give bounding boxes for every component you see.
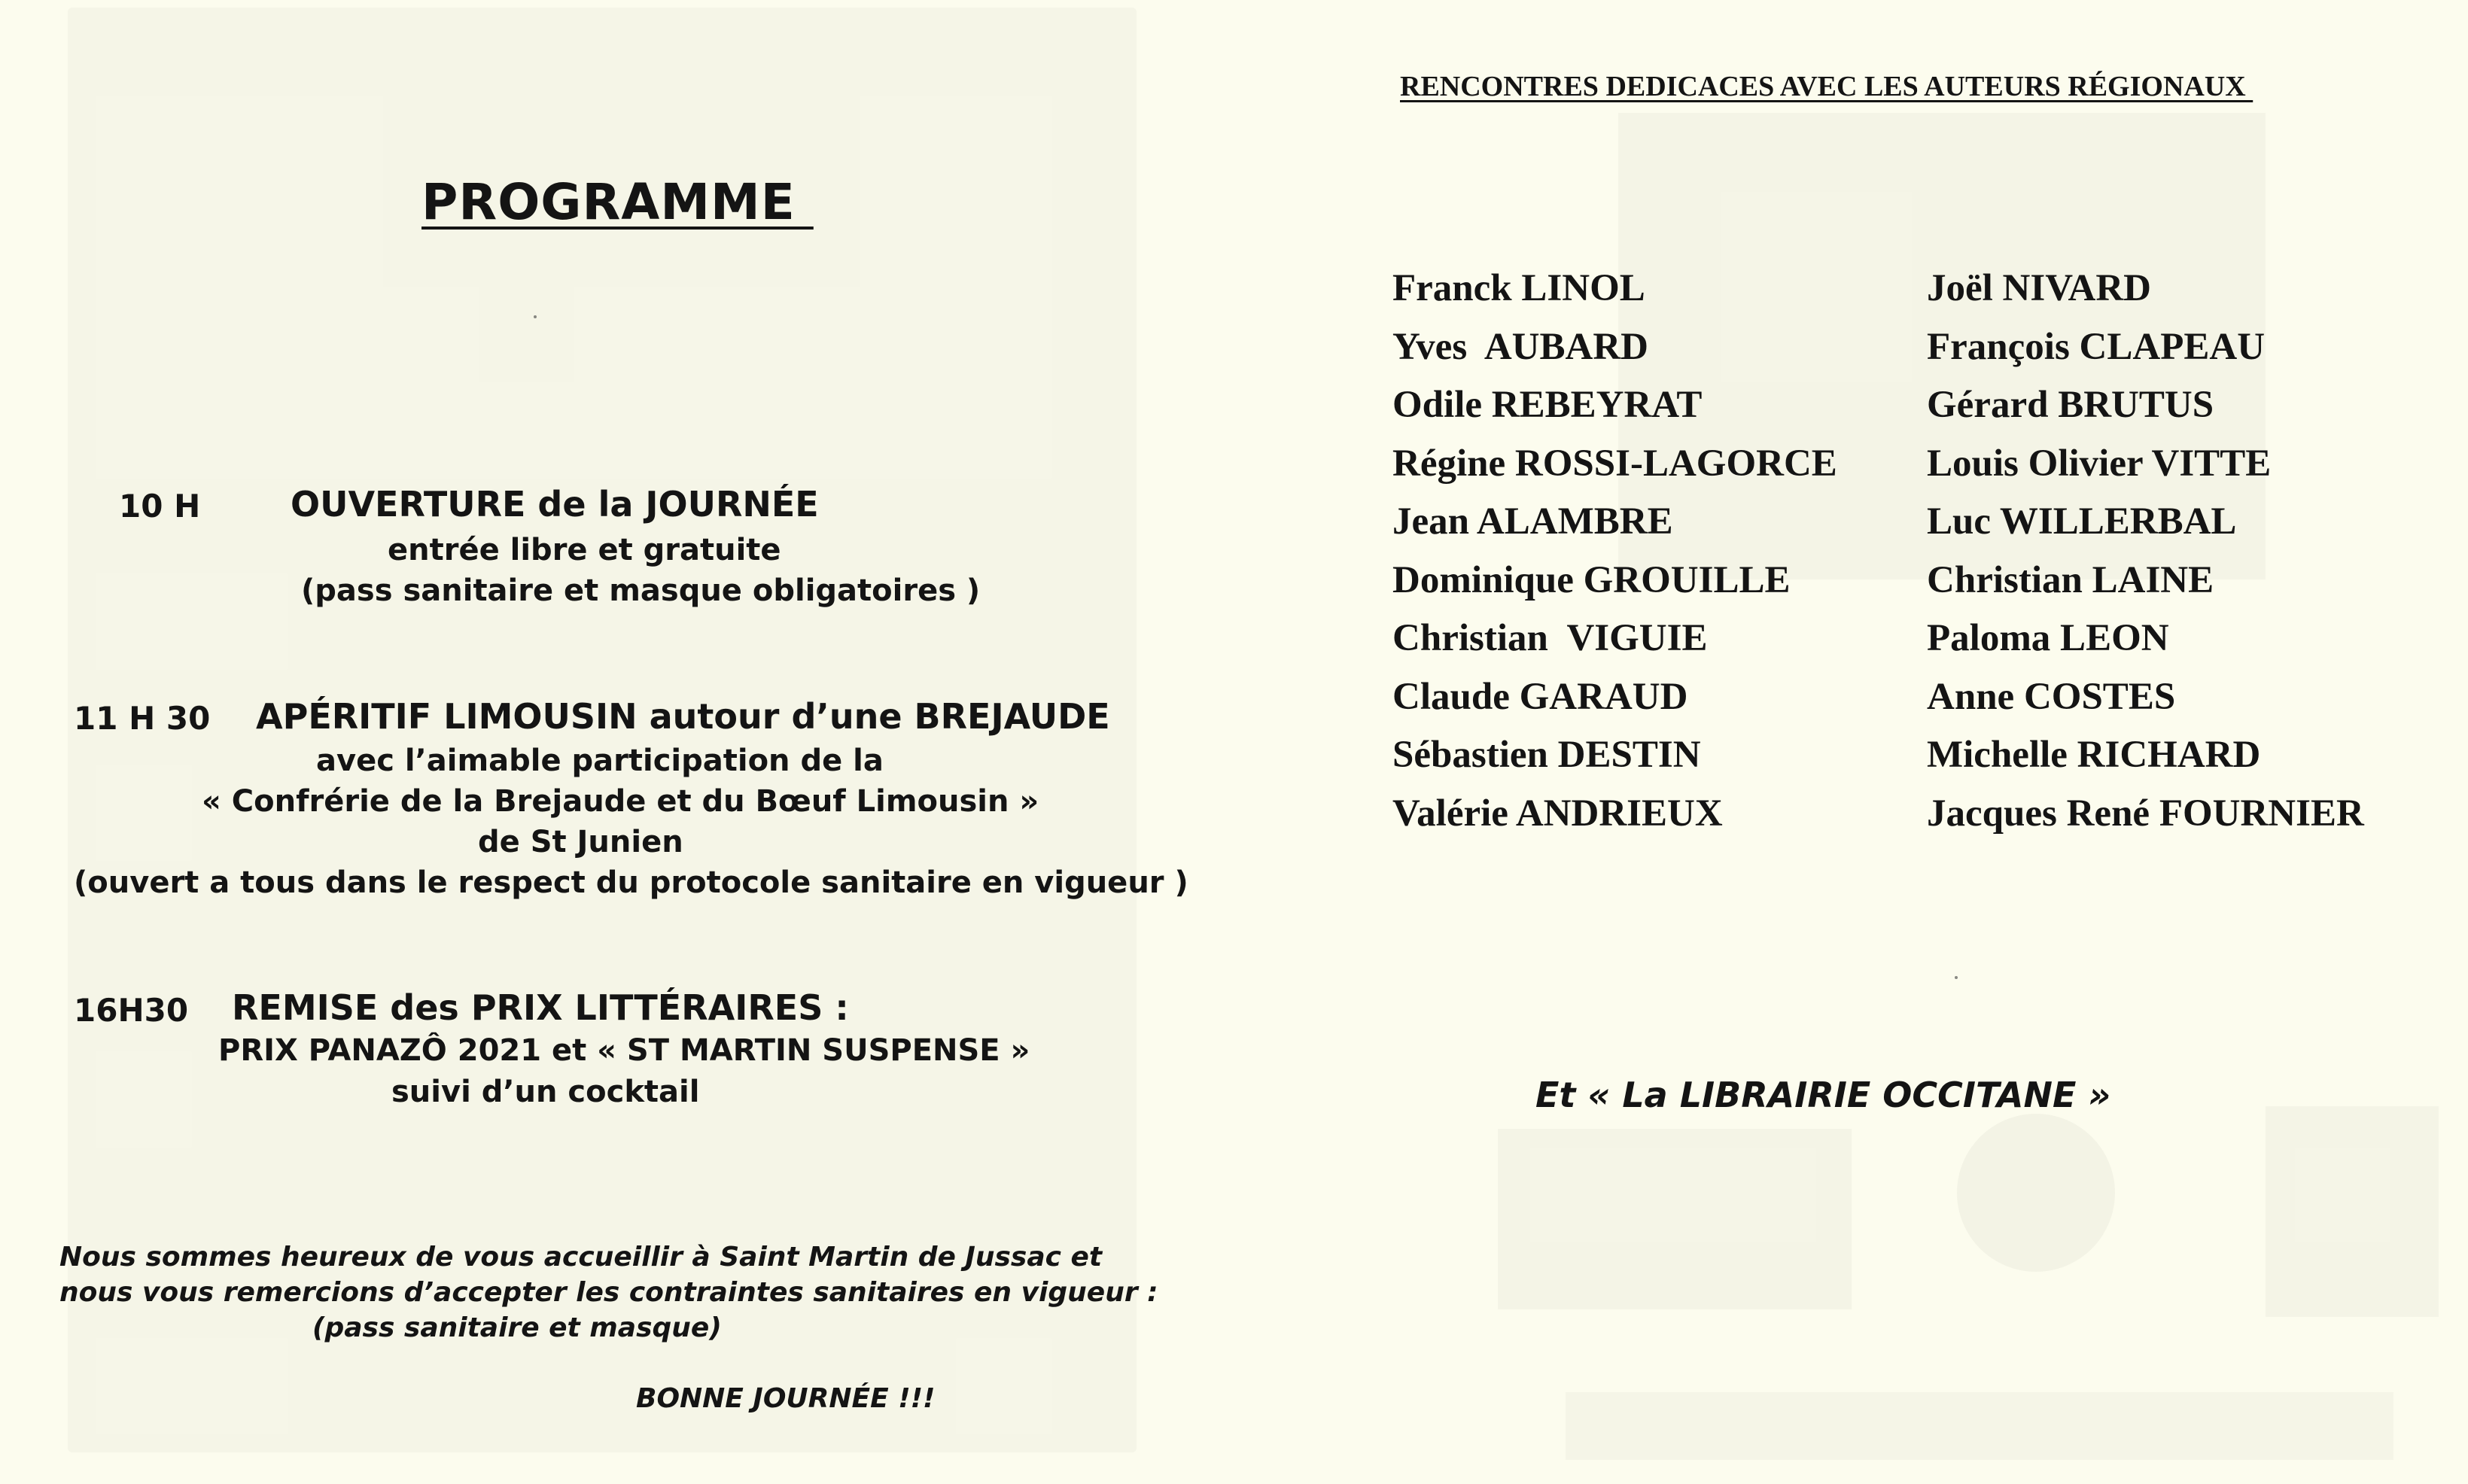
event-title: OUVERTURE de la JOURNÉE xyxy=(291,484,819,525)
event-detail: avec l’aimable participation de la xyxy=(316,744,884,778)
author-name: Valérie ANDRIEUX xyxy=(1392,792,1723,835)
authors-heading: RENCONTRES DEDICACES AVEC LES AUTEURS RÉGIONAUX xyxy=(1400,71,2253,102)
paper-speck xyxy=(534,315,537,318)
closing-line: (pass sanitaire et masque) xyxy=(312,1312,722,1343)
show-through-shade-logo-right xyxy=(2266,1106,2439,1317)
author-name: Christian VIGUIE xyxy=(1392,617,1708,659)
event-detail: de St Junien xyxy=(478,825,683,859)
event-detail: « Confrérie de la Brejaude et du Bœuf Limousin » xyxy=(202,784,1039,819)
author-name: Luc WILLERBAL xyxy=(1927,500,2237,543)
author-name: Dominique GROUILLE xyxy=(1392,558,1791,601)
event-time: 10 H xyxy=(119,488,201,525)
authors-list-right xyxy=(1927,260,2364,843)
author-name: Sébastien DESTIN xyxy=(1392,734,1701,776)
author-name: Christian LAINE xyxy=(1927,558,2214,601)
author-name: Michelle RICHARD xyxy=(1927,734,2261,776)
event-title: REMISE des PRIX LITTÉRAIRES : xyxy=(232,987,849,1028)
show-through-shade-band xyxy=(1566,1392,2393,1460)
author-name: Claude GARAUD xyxy=(1392,675,1688,718)
closing-line: Nous sommes heureux de vous accueillir à Saint Martin de Jussac et xyxy=(59,1242,1103,1273)
show-through-shade-logo xyxy=(1498,1129,1852,1309)
author-name: Gérard BRUTUS xyxy=(1927,384,2214,426)
signoff: BONNE JOURNÉE !!! xyxy=(636,1383,936,1414)
author-name: Régine ROSSI-LAGORCE xyxy=(1392,442,1837,485)
author-name: Franck LINOL xyxy=(1392,267,1645,309)
event-time: 11 H 30 xyxy=(74,700,211,737)
show-through-shade-circle xyxy=(1957,1114,2115,1272)
author-name: Joël NIVARD xyxy=(1927,267,2151,309)
author-name: Anne COSTES xyxy=(1927,675,2176,718)
event-title: APÉRITIF LIMOUSIN autour d’une BREJAUDE xyxy=(256,696,1110,737)
closing-line: nous vous remercions d’accepter les contraintes sanitaires en vigueur : xyxy=(59,1277,1158,1308)
author-name: Odile REBEYRAT xyxy=(1392,384,1703,426)
event-detail: PRIX PANAZÔ 2021 et « ST MARTIN SUSPENSE » xyxy=(218,1033,1030,1068)
author-name: Louis Olivier VITTE xyxy=(1927,442,2272,485)
paper-speck xyxy=(1955,976,1958,979)
event-detail: suivi d’un cocktail xyxy=(391,1075,700,1109)
author-name: Paloma LEON xyxy=(1927,617,2169,659)
event-time: 16H30 xyxy=(74,992,189,1029)
programme-title: PROGRAMME xyxy=(421,173,814,231)
event-detail: entrée libre et gratuite xyxy=(388,533,781,567)
event-detail: (pass sanitaire et masque obligatoires ) xyxy=(301,573,981,608)
librairie-occitane: Et « La LIBRAIRIE OCCITANE » xyxy=(1535,1075,2111,1115)
author-name: Jacques René FOURNIER xyxy=(1927,792,2364,835)
author-name: Yves AUBARD xyxy=(1392,325,1649,368)
author-name: François CLAPEAU xyxy=(1927,325,2266,368)
authors-list-left xyxy=(1392,260,1837,843)
author-name: Jean ALAMBRE xyxy=(1392,500,1673,543)
event-detail: (ouvert a tous dans le respect du protocole sanitaire en vigueur ) xyxy=(74,865,1188,900)
